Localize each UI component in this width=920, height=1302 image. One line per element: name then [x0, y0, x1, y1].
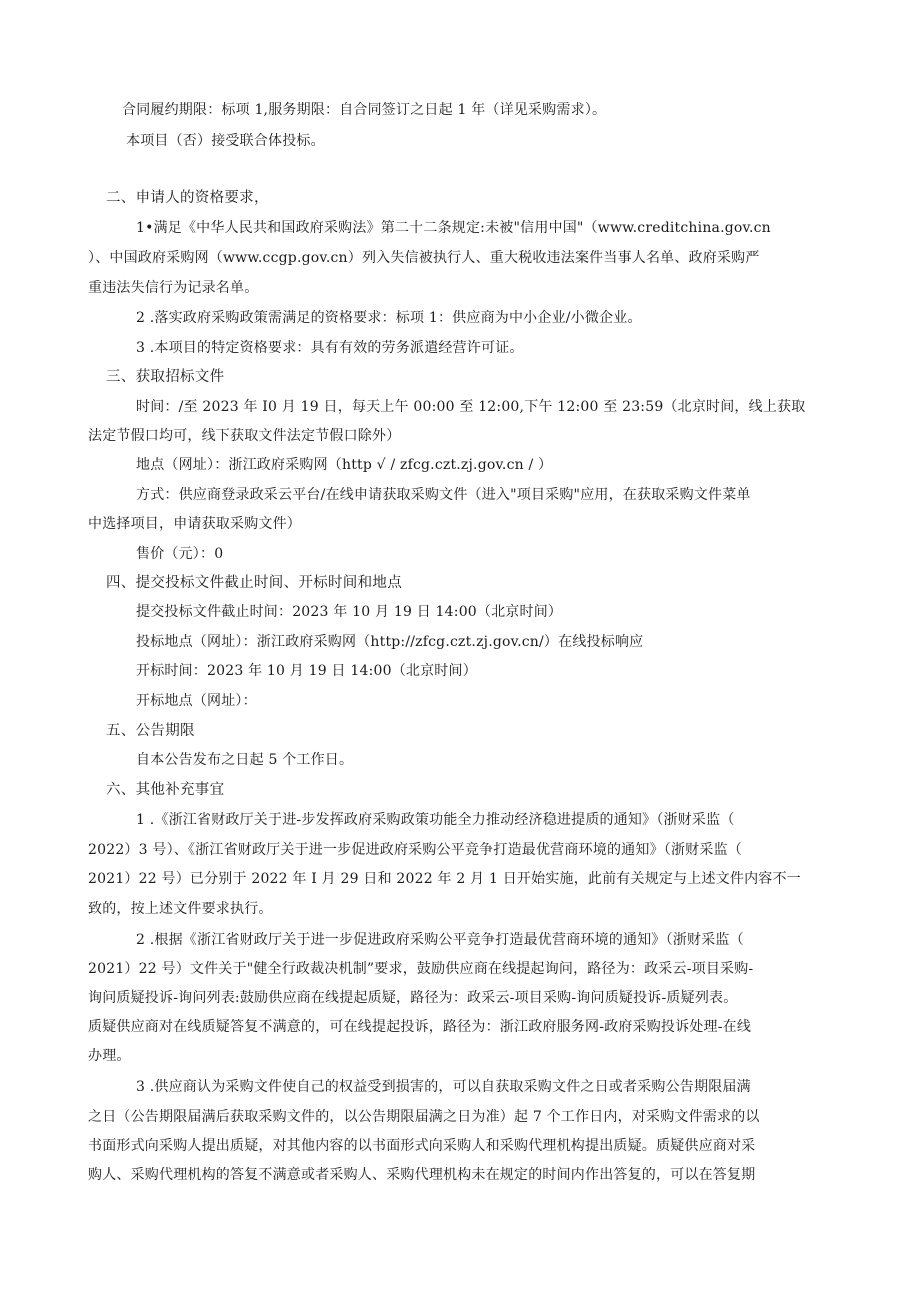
- contract-term-line: 合同履约期限：标项 1,服务期限：自合同签订之日起 1 年（详见采购需求）。: [122, 102, 607, 118]
- section4-bid-location: 投标地点（网址）：浙江政府采购网（http://zfcg.czt.zj.gov.cn/）在线投标响应: [136, 634, 644, 650]
- section6-item3-line1: 3 .供应商认为采购文件使自己的权益受到损害的，可以自获取采购文件之日或者采购公告期限届满: [136, 1079, 751, 1095]
- section6-item1-line1: 1 .《浙江省财政厅关于进-步发挥政府采购政策功能全力推动经济稳进提质的通知》（浙财采监（: [136, 812, 735, 828]
- section5-text: 自本公告发布之日起 5 个工作日。: [136, 752, 354, 768]
- section3-method-line2: 中选择项目，申请获取采购文件）: [88, 516, 301, 532]
- section6-item3-line4: 购人、采购代理机构的答复不满意或者采购人、采购代理机构未在规定的时间内作出答复的，可以在答复期: [88, 1167, 756, 1183]
- section6-item2-line2: 2021）22 号）文件关于"健全行政裁决机制”要求，鼓励供应商在线提起询问，路径为：政采云-项目采购-: [88, 961, 754, 977]
- section6-heading: 六、其他补充事宜: [106, 782, 225, 798]
- section3-time-line2: 法定节假口均可，线下获取文件法定节假口除外）: [88, 428, 401, 444]
- section6-item1-line4: 致的，按上述文件要求执行。: [88, 901, 273, 917]
- section2-item1-line1: 1•满足《中华人民共和国政府采购法》第二十二条规定:未被"信用中国"（www.creditchina.gov.cn: [136, 220, 771, 236]
- section4-open-location: 开标地点（网址）：: [136, 693, 257, 709]
- section6-item2-line5: 办理。: [88, 1048, 131, 1064]
- section2-item3: 3 .本项目的特定资格要求：具有有效的劳务派遣经营许可证。: [136, 340, 524, 356]
- consortium-line: 本项目（否）接受联合体投标。: [126, 133, 325, 149]
- section5-heading: 五、公告期限: [106, 723, 195, 739]
- section2-item1-line2: ）、中国政府采购网（www.ccgp.gov.cn）列入失信被执行人、重大税收违法案件当事人名单、政府采购严: [88, 250, 760, 266]
- section4-heading: 四、提交投标文件截止时间、开标时间和地点: [106, 575, 402, 591]
- section3-time-line1: 时间：/至 2023 年 I0 月 19 日，每天上午 00:00 至 12:00,下午 12:00 至 23:59（北京时间，线上获取: [136, 399, 806, 415]
- section2-item2: 2 .落实政府采购政策需满足的资格要求：标项 1：供应商为中小企业/小微企业。: [136, 310, 642, 326]
- section6-item1-line3: 2021）22 号）已分别于 2022 年 I 月 29 日和 2022 年 2 月 1 日开始实施，此前有关规定与上述文件内容不一: [88, 871, 801, 887]
- section3-price: 售价（元）：0: [136, 546, 224, 562]
- section6-item1-line2: 2022）3 号）、《浙江省财政厅关于进一步促进政府采购公平竞争打造最优营商环境的通知》（浙财采监（: [88, 842, 742, 858]
- section4-deadline: 提交投标文件截止时间：2023 年 10 月 19 日 14:00（北京时间）: [136, 604, 563, 620]
- section4-open-time: 开标时间：2023 年 10 月 19 日 14:00（北京时间）: [136, 663, 477, 679]
- section6-item3-line3: 书面形式向采购人提出质疑，对其他内容的以书面形式向采购人和采购代理机构提出质疑。质疑供应商对采: [88, 1138, 756, 1154]
- section6-item3-line2: 之日（公告期限届满后获取采购文件的，以公告期限届满之日为准）起 7 个工作日内，对采购文件需求的以: [88, 1109, 760, 1125]
- section6-item2-line1: 2 .根据《浙江省财政厅关于进一步促进政府采购公平竞争打造最优营商环境的通知》（浙财采监（: [136, 932, 744, 948]
- section2-heading: 二、申请人的资格要求，: [106, 190, 269, 206]
- section6-item2-line4: 质疑供应商对在线质疑答复不满意的，可在线提起投诉，路径为：浙江政府服务网-政府采购投诉处理-在线: [88, 1019, 752, 1035]
- section3-location: 地点（网址）：浙江政府采购网（http √ / zfcg.czt.zj.gov.cn / ）: [136, 457, 553, 473]
- section6-item2-line3: 询问质疑投诉-询问列表:鼓励供应商在线提起质疑，路径为：政采云-项目采购-询问质疑投诉-质疑列表。: [88, 990, 738, 1006]
- section3-heading: 三、获取招标文件: [106, 369, 225, 385]
- section3-method-line1: 方式：供应商登录政采云平台/在线申请获取采购文件（进入"项目采购"应用，在获取采购文件菜单: [136, 487, 751, 503]
- section2-item1-line3: 重违法失信行为记录名单。: [88, 280, 259, 296]
